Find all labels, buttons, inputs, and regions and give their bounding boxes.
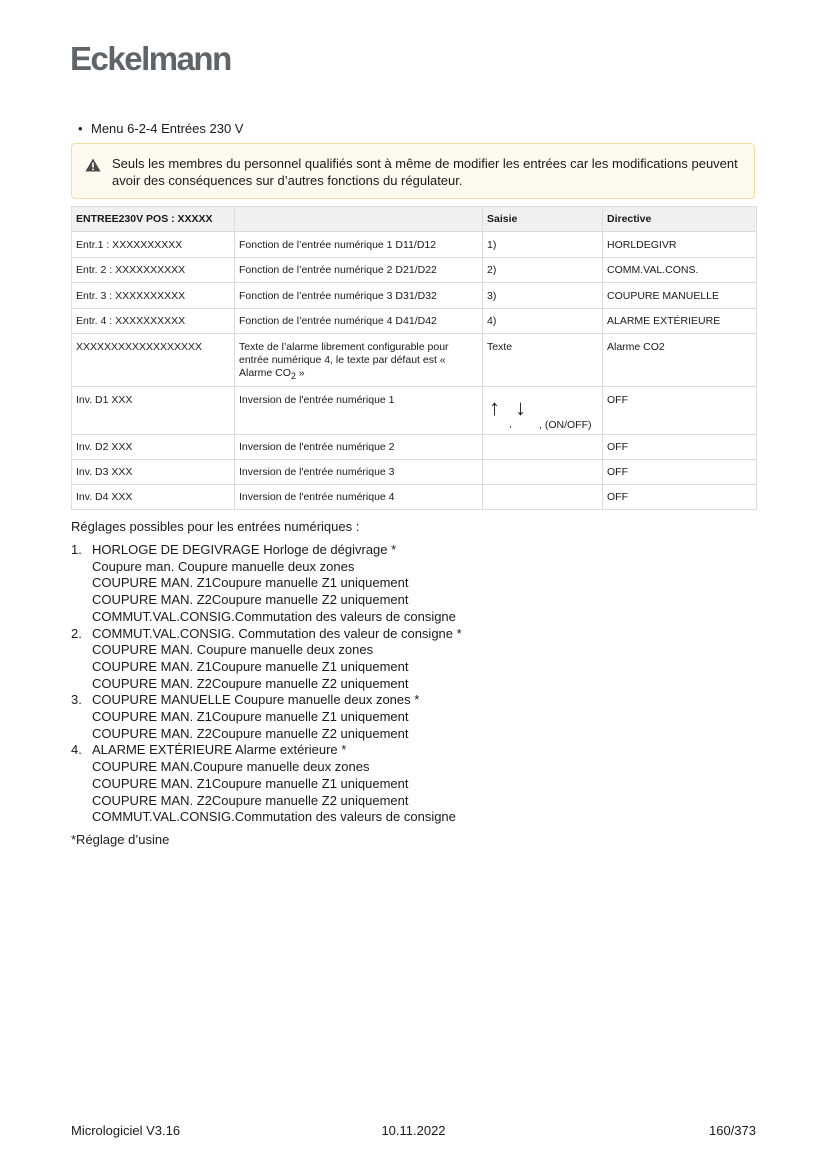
param-cell: Inv. D2 XXX xyxy=(72,435,235,460)
description-cell: Fonction de l’entrée numérique 1 D11/D12 xyxy=(235,232,483,258)
description-cell: Fonction de l’entrée numérique 3 D31/D32 xyxy=(235,283,483,309)
input-cell: 4) xyxy=(483,309,603,334)
param-cell: Inv. D1 XXX xyxy=(72,387,235,435)
description-cell: Inversion de l'entrée numérique 2 xyxy=(235,435,483,460)
param-cell: Entr. 3 : XXXXXXXXXX xyxy=(72,283,235,309)
list-line: COMMUT.VAL.CONSIG. Commutation des valeur de consigne * xyxy=(92,625,462,641)
input-cell: 3) xyxy=(483,283,603,309)
footer-page-number: 160/373 xyxy=(709,1123,756,1138)
footer-date: 10.11.2022 xyxy=(381,1123,446,1138)
table-row xyxy=(72,460,757,485)
warning-box xyxy=(71,143,755,199)
section-title: Menu 6-2-4 Entrées 230 V xyxy=(91,121,244,136)
bullet-dot: • xyxy=(78,121,83,136)
list-line: COUPURE MAN. Z2Coupure manuelle Z2 uniquement xyxy=(92,725,409,741)
list-line: ALARME EXTÉRIEURE Alarme extérieure * xyxy=(92,742,347,758)
list-line: Coupure man. Coupure manuelle deux zones xyxy=(92,558,355,574)
list-line: COUPURE MAN. Z1Coupure manuelle Z1 uniquement xyxy=(92,775,409,791)
default-cell: OFF xyxy=(603,387,757,435)
description-cell: Inversion de l'entrée numérique 4 xyxy=(235,485,483,510)
param-cell: Entr. 4 : XXXXXXXXXX xyxy=(72,309,235,334)
list-line: COUPURE MAN.Coupure manuelle deux zones xyxy=(92,759,370,775)
arrow-down-icon: ↓ xyxy=(515,394,526,420)
description-cell: Inversion de l'entrée numérique 3 xyxy=(235,460,483,485)
list-item xyxy=(71,692,462,742)
table-row-inversion-1 xyxy=(72,387,757,435)
list-line: COMMUT.VAL.CONSIG.Commutation des valeurs de consigne xyxy=(92,608,456,624)
list-item xyxy=(71,742,462,826)
header-input: Saisie xyxy=(483,207,603,232)
table-row xyxy=(72,232,757,258)
table-row xyxy=(72,435,757,460)
input-cell: 2) xyxy=(483,258,603,283)
arrow-up-icon: ↑ xyxy=(489,394,500,420)
list-line: COUPURE MAN. Z1Coupure manuelle Z1 uniquement xyxy=(92,658,409,674)
description-cell: Inversion de l'entrée numérique 1 xyxy=(235,387,483,435)
list-line: COUPURE MAN. Coupure manuelle deux zones xyxy=(92,642,374,658)
default-cell: OFF xyxy=(603,460,757,485)
alarm-desc-subscript: 2 xyxy=(290,371,296,382)
table-row xyxy=(72,283,757,309)
section-bullet xyxy=(78,121,243,136)
list-line: COUPURE MANUELLE Coupure manuelle deux zones * xyxy=(92,692,420,708)
table-row-alarm-text xyxy=(72,334,757,387)
input-cell xyxy=(483,387,603,435)
param-cell: Entr.1 : XXXXXXXXXX xyxy=(72,232,235,258)
list-line: COUPURE MAN. Z2Coupure manuelle Z2 uniquement xyxy=(92,592,409,608)
default-cell: COUPURE MANUELLE xyxy=(603,283,757,309)
default-cell: OFF xyxy=(603,435,757,460)
header-default: Directive xyxy=(603,207,757,232)
description-cell xyxy=(235,334,483,387)
list-number: 2. xyxy=(71,625,82,641)
input-cell xyxy=(483,485,603,510)
default-cell: OFF xyxy=(603,485,757,510)
eckelmann-logo: Eckelmann xyxy=(70,40,231,77)
param-cell: Inv. D3 XXX xyxy=(72,460,235,485)
list-line: COUPURE MAN. Z1Coupure manuelle Z1 uniquement xyxy=(92,709,409,725)
default-cell: COMM.VAL.CONS. xyxy=(603,258,757,283)
input-cell xyxy=(483,435,603,460)
list-line: COUPURE MAN. Z2Coupure manuelle Z2 uniquement xyxy=(92,792,409,808)
description-cell: Fonction de l’entrée numérique 4 D41/D42 xyxy=(235,309,483,334)
list-item xyxy=(71,626,462,693)
header-param: ENTREE230V POS : XXXXX xyxy=(72,207,235,232)
settings-intro: Réglages possibles pour les entrées numériques : xyxy=(71,519,360,534)
parameter-table xyxy=(71,206,757,510)
description-cell: Fonction de l’entrée numérique 2 D21/D22 xyxy=(235,258,483,283)
input-cell xyxy=(483,460,603,485)
list-line: COMMUT.VAL.CONSIG.Commutation des valeurs de consigne xyxy=(92,809,456,825)
table-row xyxy=(72,258,757,283)
list-item xyxy=(71,542,462,626)
alarm-desc-text: Texte de l’alarme librement configurable pour entrée numérique 4, le texte par défaut est « Alarme CO xyxy=(239,341,449,379)
settings-list xyxy=(71,542,462,826)
table-row xyxy=(72,309,757,334)
arrow-separator: , xyxy=(509,418,512,430)
on-off-label: , (ON/OFF) xyxy=(539,418,592,431)
warning-triangle-icon xyxy=(85,158,101,172)
default-cell: Alarme CO2 xyxy=(603,334,757,387)
default-cell: HORLDEGIVR xyxy=(603,232,757,258)
input-cell: Texte xyxy=(483,334,603,387)
param-cell: XXXXXXXXXXXXXXXXXX xyxy=(72,334,235,387)
param-cell: Inv. D4 XXX xyxy=(72,485,235,510)
alarm-desc-end: » xyxy=(295,367,305,379)
table-header-row xyxy=(72,207,757,232)
list-number: 1. xyxy=(71,542,82,557)
default-cell: ALARME EXTÉRIEURE xyxy=(603,309,757,334)
input-cell: 1) xyxy=(483,232,603,258)
list-line: COUPURE MAN. Z1Coupure manuelle Z1 uniquement xyxy=(92,575,409,591)
list-number: 3. xyxy=(71,692,82,708)
footer-firmware: Micrologiciel V3.16 xyxy=(71,1123,181,1138)
list-line: HORLOGE DE DEGIVRAGE Horloge de dégivrage * xyxy=(92,542,397,557)
table-row xyxy=(72,485,757,510)
list-number: 4. xyxy=(71,742,82,758)
param-cell: Entr. 2 : XXXXXXXXXX xyxy=(72,258,235,283)
factory-setting-note: *Réglage d’usine xyxy=(71,832,170,847)
list-line: COUPURE MAN. Z2Coupure manuelle Z2 uniquement xyxy=(92,675,409,691)
header-description xyxy=(235,207,483,232)
arrow-keys xyxy=(487,389,598,433)
warning-text: Seuls les membres du personnel qualifiés sont à même de modifier les entrées car les modifications peuvent avoir des conséquences sur d’autres fonctions du régulateur. xyxy=(112,156,738,188)
